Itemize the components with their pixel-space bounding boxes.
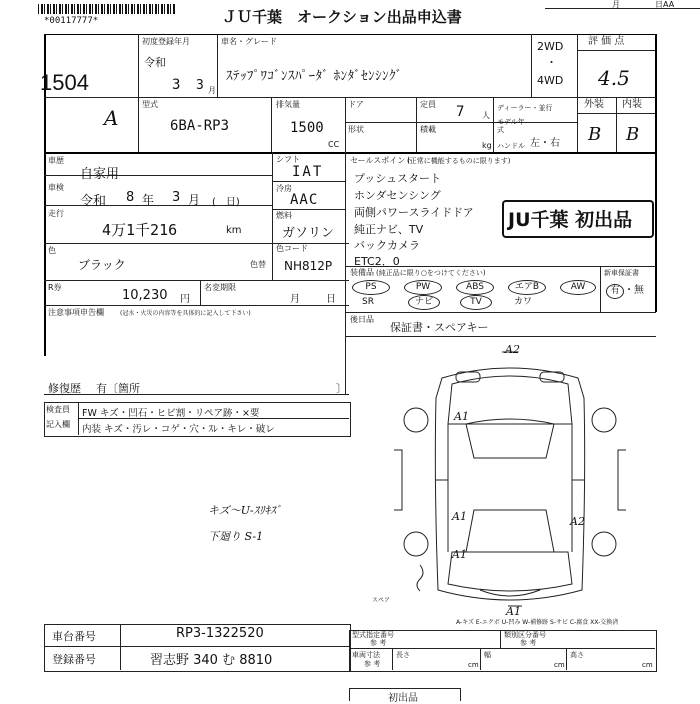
- inspection-year-unit: 年: [142, 193, 155, 207]
- equipment-leather: カワ: [514, 297, 533, 307]
- handwritten-note-1: キズ～U-ｽﾘｷｽﾞ: [208, 504, 282, 517]
- equipment-aw: AW: [560, 280, 596, 295]
- name-change-month: 月: [290, 294, 300, 305]
- equipment-tv: TV: [460, 295, 492, 310]
- date-month: 月: [612, 0, 620, 9]
- warranty-label: 新車保証書: [604, 269, 639, 277]
- repair-close: 〕: [336, 382, 347, 395]
- capacity-value: 7: [456, 104, 465, 120]
- equipment-label: 装備品: [350, 268, 374, 277]
- lot-number: 1504: [40, 70, 89, 95]
- length-unit: cm: [468, 661, 479, 669]
- width-label: 幅: [484, 651, 491, 659]
- loading-label: 積載: [420, 125, 436, 134]
- fuel-label: 燃料: [276, 211, 292, 220]
- first-registration-era: 令和: [144, 56, 166, 69]
- inspector-row-2: 内装 キズ・汚レ・コゲ・穴・ｽﾚ・キレ・破レ: [82, 424, 275, 435]
- equipment-pw: PW: [404, 280, 442, 295]
- form-title: ＪＵ千葉 オークション出品申込書: [222, 8, 462, 26]
- history-label: 車歴: [48, 156, 64, 165]
- selling-points-sub: (正常に機能するものに限ります): [407, 157, 511, 165]
- notes-title: 注意事項申告欄: [48, 308, 104, 317]
- chassis-label: 車台番号: [52, 630, 96, 643]
- type-cert-ref: 参 考: [370, 639, 387, 647]
- height-label: 高さ: [570, 651, 584, 659]
- model-name-label: 車名・グレード: [221, 37, 277, 46]
- repair-value: 有〔箇所: [96, 382, 140, 395]
- lot-suffix: A: [104, 106, 119, 130]
- aircon-label: 冷房: [276, 184, 292, 193]
- dims-label: 車両寸法: [352, 651, 380, 659]
- repair-label: 修復歴: [48, 382, 81, 395]
- accessories-value: 保証書・スペアキー: [390, 321, 489, 334]
- class-code-label: 類別区分番号: [504, 631, 546, 639]
- drive-dot: ・: [546, 56, 557, 69]
- selling-point-item: ホンダセンシング: [354, 189, 441, 202]
- handle-value: 左・右: [530, 138, 560, 149]
- dealer-label: ディーラー・並行: [497, 104, 553, 112]
- grade-value: 4.5: [598, 66, 630, 90]
- doors-label: ドア: [348, 100, 364, 109]
- exterior-label: 外装: [584, 99, 604, 110]
- recycle-unit: 円: [180, 294, 190, 305]
- damage-legend: A-キズ E-エクボ U-凹み W-補修跡 S-サビ C-腐食 XX-交換済: [456, 619, 619, 626]
- model-code-label: 型式: [142, 100, 158, 109]
- registration-label: 登録番号: [52, 653, 96, 666]
- name-change-label: 名変期限: [204, 283, 236, 292]
- class-code-ref: 参 考: [520, 639, 537, 647]
- handle-label: ハンドル: [497, 142, 525, 150]
- inspection-day-unit: ( 日): [212, 197, 240, 208]
- car-damage-diagram: [390, 340, 630, 620]
- drive-4wd: 4WD: [537, 74, 564, 87]
- handwritten-note-2: 下廻り S-1: [208, 530, 264, 543]
- color-code-value: NH812P: [284, 259, 333, 273]
- grade-label: 評 価 点: [588, 36, 625, 47]
- exterior-value: B: [588, 124, 602, 145]
- inspector-label-1: 検査員: [46, 405, 70, 414]
- interior-label: 内装: [622, 99, 642, 110]
- chassis-value: RP3-1322520: [176, 626, 264, 641]
- first-registration-month: 3: [196, 78, 204, 93]
- selling-point-item: ETC2．0: [354, 255, 400, 268]
- footer-partial-text: 初出品: [388, 693, 418, 704]
- interior-value: B: [626, 124, 640, 145]
- recycle-label: R券: [48, 283, 62, 292]
- aircon-value: AAC: [290, 192, 319, 208]
- capacity-label: 定員: [420, 100, 436, 109]
- inspection-month: 3: [172, 190, 181, 205]
- shape-label: 形状: [348, 125, 364, 134]
- width-unit: cm: [554, 661, 565, 669]
- equipment-sub: (純正品に限り○をつけてください): [376, 269, 486, 277]
- damage-mark-front: A1: [506, 605, 521, 618]
- first-registration-month-unit: 月: [208, 86, 216, 95]
- mileage-unit: km: [226, 225, 242, 236]
- displacement-unit: CC: [328, 140, 340, 149]
- selling-point-item: 両側パワースライドドア: [354, 206, 474, 219]
- spare-label: スペア: [372, 597, 391, 604]
- accessories-label: 後日品: [350, 315, 374, 324]
- damage-mark-left-rear: A1: [452, 510, 467, 523]
- inspection-year: 8: [126, 190, 135, 205]
- warranty-no: ・無: [624, 285, 644, 296]
- color-change-label: 色替: [250, 260, 266, 269]
- dims-ref: 参 考: [364, 660, 381, 668]
- history-value: 自家用: [80, 167, 120, 182]
- first-registration-year: 3: [172, 77, 181, 93]
- color-value: ブラック: [78, 258, 126, 272]
- height-unit: cm: [642, 661, 653, 669]
- notes-sub: (冠水・火災の内容等を具体的に記入して下さい): [120, 310, 251, 317]
- equipment-abs: ABS: [456, 280, 494, 295]
- damage-mark-left-lower: A1: [452, 548, 467, 561]
- length-label: 長さ: [396, 651, 410, 659]
- serial-number: *00117777*: [44, 16, 99, 26]
- registration-value: 習志野 340 む 8810: [150, 653, 273, 668]
- date-day: 日AA: [655, 0, 675, 9]
- loading-unit: kg: [482, 141, 492, 150]
- inspector-label-2: 記入欄: [46, 420, 70, 429]
- name-change-day: 日: [326, 294, 336, 305]
- selling-point-item: 純正ナビ、TV: [354, 223, 424, 236]
- equipment-ps: PS: [352, 280, 390, 295]
- inspection-era: 令和: [80, 194, 107, 209]
- first-registration-label: 初度登録年月: [142, 37, 190, 46]
- inspection-month-unit: 月: [188, 193, 201, 207]
- warranty-yes: 有: [606, 284, 624, 299]
- damage-mark-left-front: A1: [454, 410, 469, 423]
- shift-label: シフト: [276, 155, 300, 164]
- displacement-label: 排気量: [276, 100, 300, 109]
- inspector-row-1: FW キズ・凹石・ヒビ割・リペア跡・×要: [82, 408, 260, 419]
- shift-value: IAT: [292, 164, 324, 180]
- displacement-value: 1500: [290, 120, 324, 136]
- equipment-airbag: エアB: [508, 280, 546, 295]
- selling-points-title: セールスポイント: [350, 156, 414, 165]
- color-label: 色: [48, 246, 56, 255]
- recycle-value: 10,230: [122, 288, 168, 303]
- first-listing-stamp-text: JU千葉 初出品: [508, 209, 633, 231]
- fuel-value: ガソリン: [282, 226, 335, 241]
- type-cert-label: 型式指定番号: [352, 631, 394, 639]
- capacity-unit: 人: [482, 111, 490, 120]
- model-name-value: ｽﾃｯﾌﾟﾜｺﾞﾝｽﾊﾟｰﾀﾞ ﾎﾝﾀﾞｾﾝｼﾝｸﾞ: [226, 69, 403, 84]
- mileage-value: 4万1千216: [102, 221, 178, 239]
- equipment-sr: SR: [362, 297, 374, 307]
- selling-point-item: プッシュスタート: [354, 172, 442, 185]
- equipment-navi: ナビ: [408, 295, 440, 310]
- color-code-label: 色コード: [276, 244, 308, 253]
- drive-2wd: 2WD: [537, 40, 564, 53]
- mileage-label: 走行: [48, 209, 64, 218]
- selling-point-item: バックカメラ: [354, 239, 420, 252]
- model-year-label: モデル年式: [497, 118, 525, 134]
- damage-mark-right: A2: [570, 515, 585, 528]
- model-code-value: 6BA-RP3: [170, 118, 230, 134]
- damage-mark-rear: A2: [505, 343, 520, 356]
- inspection-label: 車検: [48, 183, 64, 192]
- serial-barcode: [38, 4, 176, 14]
